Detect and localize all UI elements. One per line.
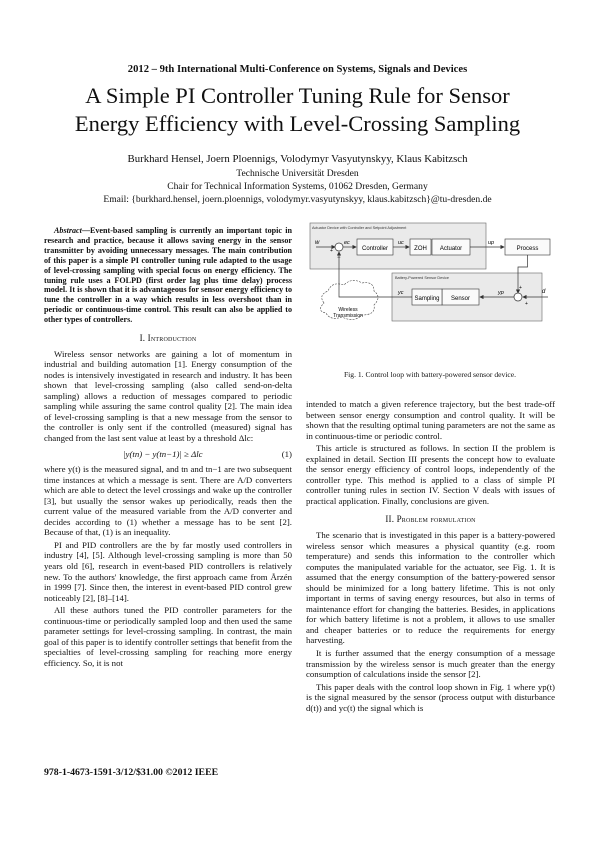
plus-3: + — [525, 301, 528, 307]
title-line-1: A Simple PI Controller Tuning Rule for Sensor — [85, 83, 510, 108]
abstract — [44, 226, 292, 325]
right-paragraph-0: intended to match a given reference trajectory, but the best trade-off between sensor energy consumption and control quality. It will be shown that the resulting optimal tuning parameters are not the same as in continuous-time or periodic control. — [306, 399, 555, 441]
abstract-text: —Event-based sampling is currently an important topic in research and practice, because it allows saving energy in the sensor transmitter by avoiding unnecessary messages. The main contribution of this paper is a simple PI controller tuning rule adapted to the usage of level-crossing sampling with special focus on energy efficiency. The tuning rule uses a FOLPD (first order lag plus time delay) process model. It is shown that it is advantageous for sensor energy efficiency to tune the controller in a way which results in less overshoot than in periodic or continuous-time control. This result can also be applied to other types of controllers. — [44, 226, 292, 325]
figure-caption: Fig. 1. Control loop with battery-powered sensor device. — [343, 370, 517, 379]
minus-1: − — [337, 255, 341, 261]
abstract-label: Abstract — [54, 226, 82, 235]
controller-label: Controller — [361, 246, 389, 252]
process-label: Process — [516, 246, 539, 252]
signal-w: w — [315, 240, 320, 246]
affiliation-chair: Chair for Technical Information Systems, 01062 Dresden, Germany — [167, 181, 428, 192]
problem-paragraph-2: It is further assumed that the energy consumption of a message transmission by the wireless sensor is much greater than the energy consumption of calculations inside the sensor [2]. — [306, 648, 555, 680]
equation-body: |y(tn) − y(tn−1)| ≥ Δlc — [123, 448, 203, 459]
transmission-label: Transmission — [333, 313, 363, 319]
left-column — [44, 226, 292, 670]
title-line-2: Energy Efficiency with Level-Crossing Sampling — [74, 111, 521, 136]
conference-name: 2012 – 9th International Multi-Conference on Systems, Signals and Devices — [127, 64, 468, 75]
intro-paragraph-1: Wireless sensor networks are gaining a lot of momentum in industrial and building automation [1]. Energy consumption of the nodes is intensively investigated in research and industry. It has been shown that level-crossing sampling (also called send-on-delta sampling) allows a reduction of messages compared to periodic sampling while assuring the same control quality [2]. The main idea of level-crossing sampling is that a new message from the sensor to the controller is only sent if the controlled (measured) signal has changed from the last sent value at least by a threshold Δlc: — [44, 348, 292, 443]
problem-paragraph-1: The scenario that is investigated in this paper is a battery-powered wireless sensor which measures a physical quantity (e.g. room temperature) and sends this information to the controller which computes the manipulated variable for the actuator, see Fig. 1. It is assumed that the energy consumption of the battery-powered sensor should be minimized for a long battery lifetime. This is not only important in terms of saving energy resources, but also in terms of maintenance effort for changing the batteries. Besides, in applications for which battery lifetime is not a problem, it allows to use smaller and cheaper batteries or to reduce the requirements for energy harvesting. — [306, 530, 555, 646]
email-line: Email: {burkhard.hensel, joern.ploennigs, volodymyr.vasyutynskyy, klaus.kabitzsch}@tu-dresden.de — [103, 194, 492, 205]
signal-up: up — [488, 240, 495, 246]
figure-control-loop — [306, 217, 554, 357]
right-paragraph-1: This article is structured as follows. In section II the problem is explained in detail. Section III presents the concept how to evaluate the sensor energy efficiency of control loops, independently of the controller type. This method is applied to a class of simple PI controller tuning rules in section IV. Section V deals with issues of practical application. Finally, conclusions are given. — [306, 443, 555, 506]
signal-yp: yp — [498, 290, 504, 296]
plus-1: + — [330, 248, 333, 254]
zoh-label: ZOH — [414, 246, 427, 252]
signal-yc: yc — [398, 290, 404, 296]
right-column — [306, 399, 555, 715]
signal-uc: uc — [398, 240, 404, 246]
sampling-label: Sampling — [414, 296, 440, 302]
equation-1 — [44, 449, 292, 460]
affiliation-university: Technische Universität Dresden — [236, 168, 359, 179]
isbn-footer: 978-1-4673-1591-3/12/$31.00 ©2012 IEEE — [44, 767, 219, 778]
actuator-label: Actuator — [439, 246, 463, 252]
section-heading-introduction: I. Introduction — [139, 333, 197, 344]
signal-ec: ec — [344, 240, 350, 246]
paper-title — [0, 82, 595, 138]
wireless-label: Wireless — [338, 307, 358, 313]
actuator-device-label: Actuator Device with Controller and Setpoint Adjustment — [312, 226, 407, 230]
authors: Burkhard Hensel, Joern Ploennigs, Volodymyr Vasyutynskyy, Klaus Kabitzsch — [127, 153, 468, 165]
problem-paragraph-3: This paper deals with the control loop shown in Fig. 1 where yp(t) is the signal measured by the sensor (process output with disturbance d(t)) and yc(t) the signal which is — [306, 681, 555, 713]
sum-junction-2 — [514, 293, 522, 301]
equation-number: (1) — [281, 448, 292, 459]
intro-paragraph-4: All these authors tuned the PID controller parameters for the continuous-time or periodically sampled loop and then used the same parameter settings for level-crossing sampling. In contrast, the main goal of this paper is to identify controller settings that benefit from the specialties of level-crossing sampling for reaching more energy efficiency. So, it is not — [44, 605, 292, 668]
intro-paragraph-3: PI and PID controllers are the by far mostly used controllers in industry [4], [5]. Although level-crossing sampling is more than 50 years old [6], research in event-based PID controllers is relatively new. To the authors' knowledge, the first approach came from Årzén in 1999 [7]. Since then, the interest in event-based PID control grew noticeably [2], [8]–[14]. — [44, 539, 292, 603]
sensor-label: Sensor — [450, 296, 471, 302]
sum-junction-1 — [335, 243, 343, 251]
plus-2: + — [519, 285, 522, 291]
signal-d: d — [542, 289, 546, 295]
sensor-device-label: Battery-Powered Sensor Device — [395, 276, 450, 280]
section-heading-problem: II. Problem formulation — [385, 514, 476, 525]
intro-paragraph-2: where y(t) is the measured signal, and tn and tn−1 are two subsequent time instances at which a message is sent. There are A/D converters which are able to detect the level crossings and wake up the controller [3], but usually the sensor wakes up periodically, reads then the current value of the measured variable from the A/D converter and decides according to (1) whether a message has to be sent [2]. Because of that, (1) is an inequality. — [44, 464, 292, 538]
